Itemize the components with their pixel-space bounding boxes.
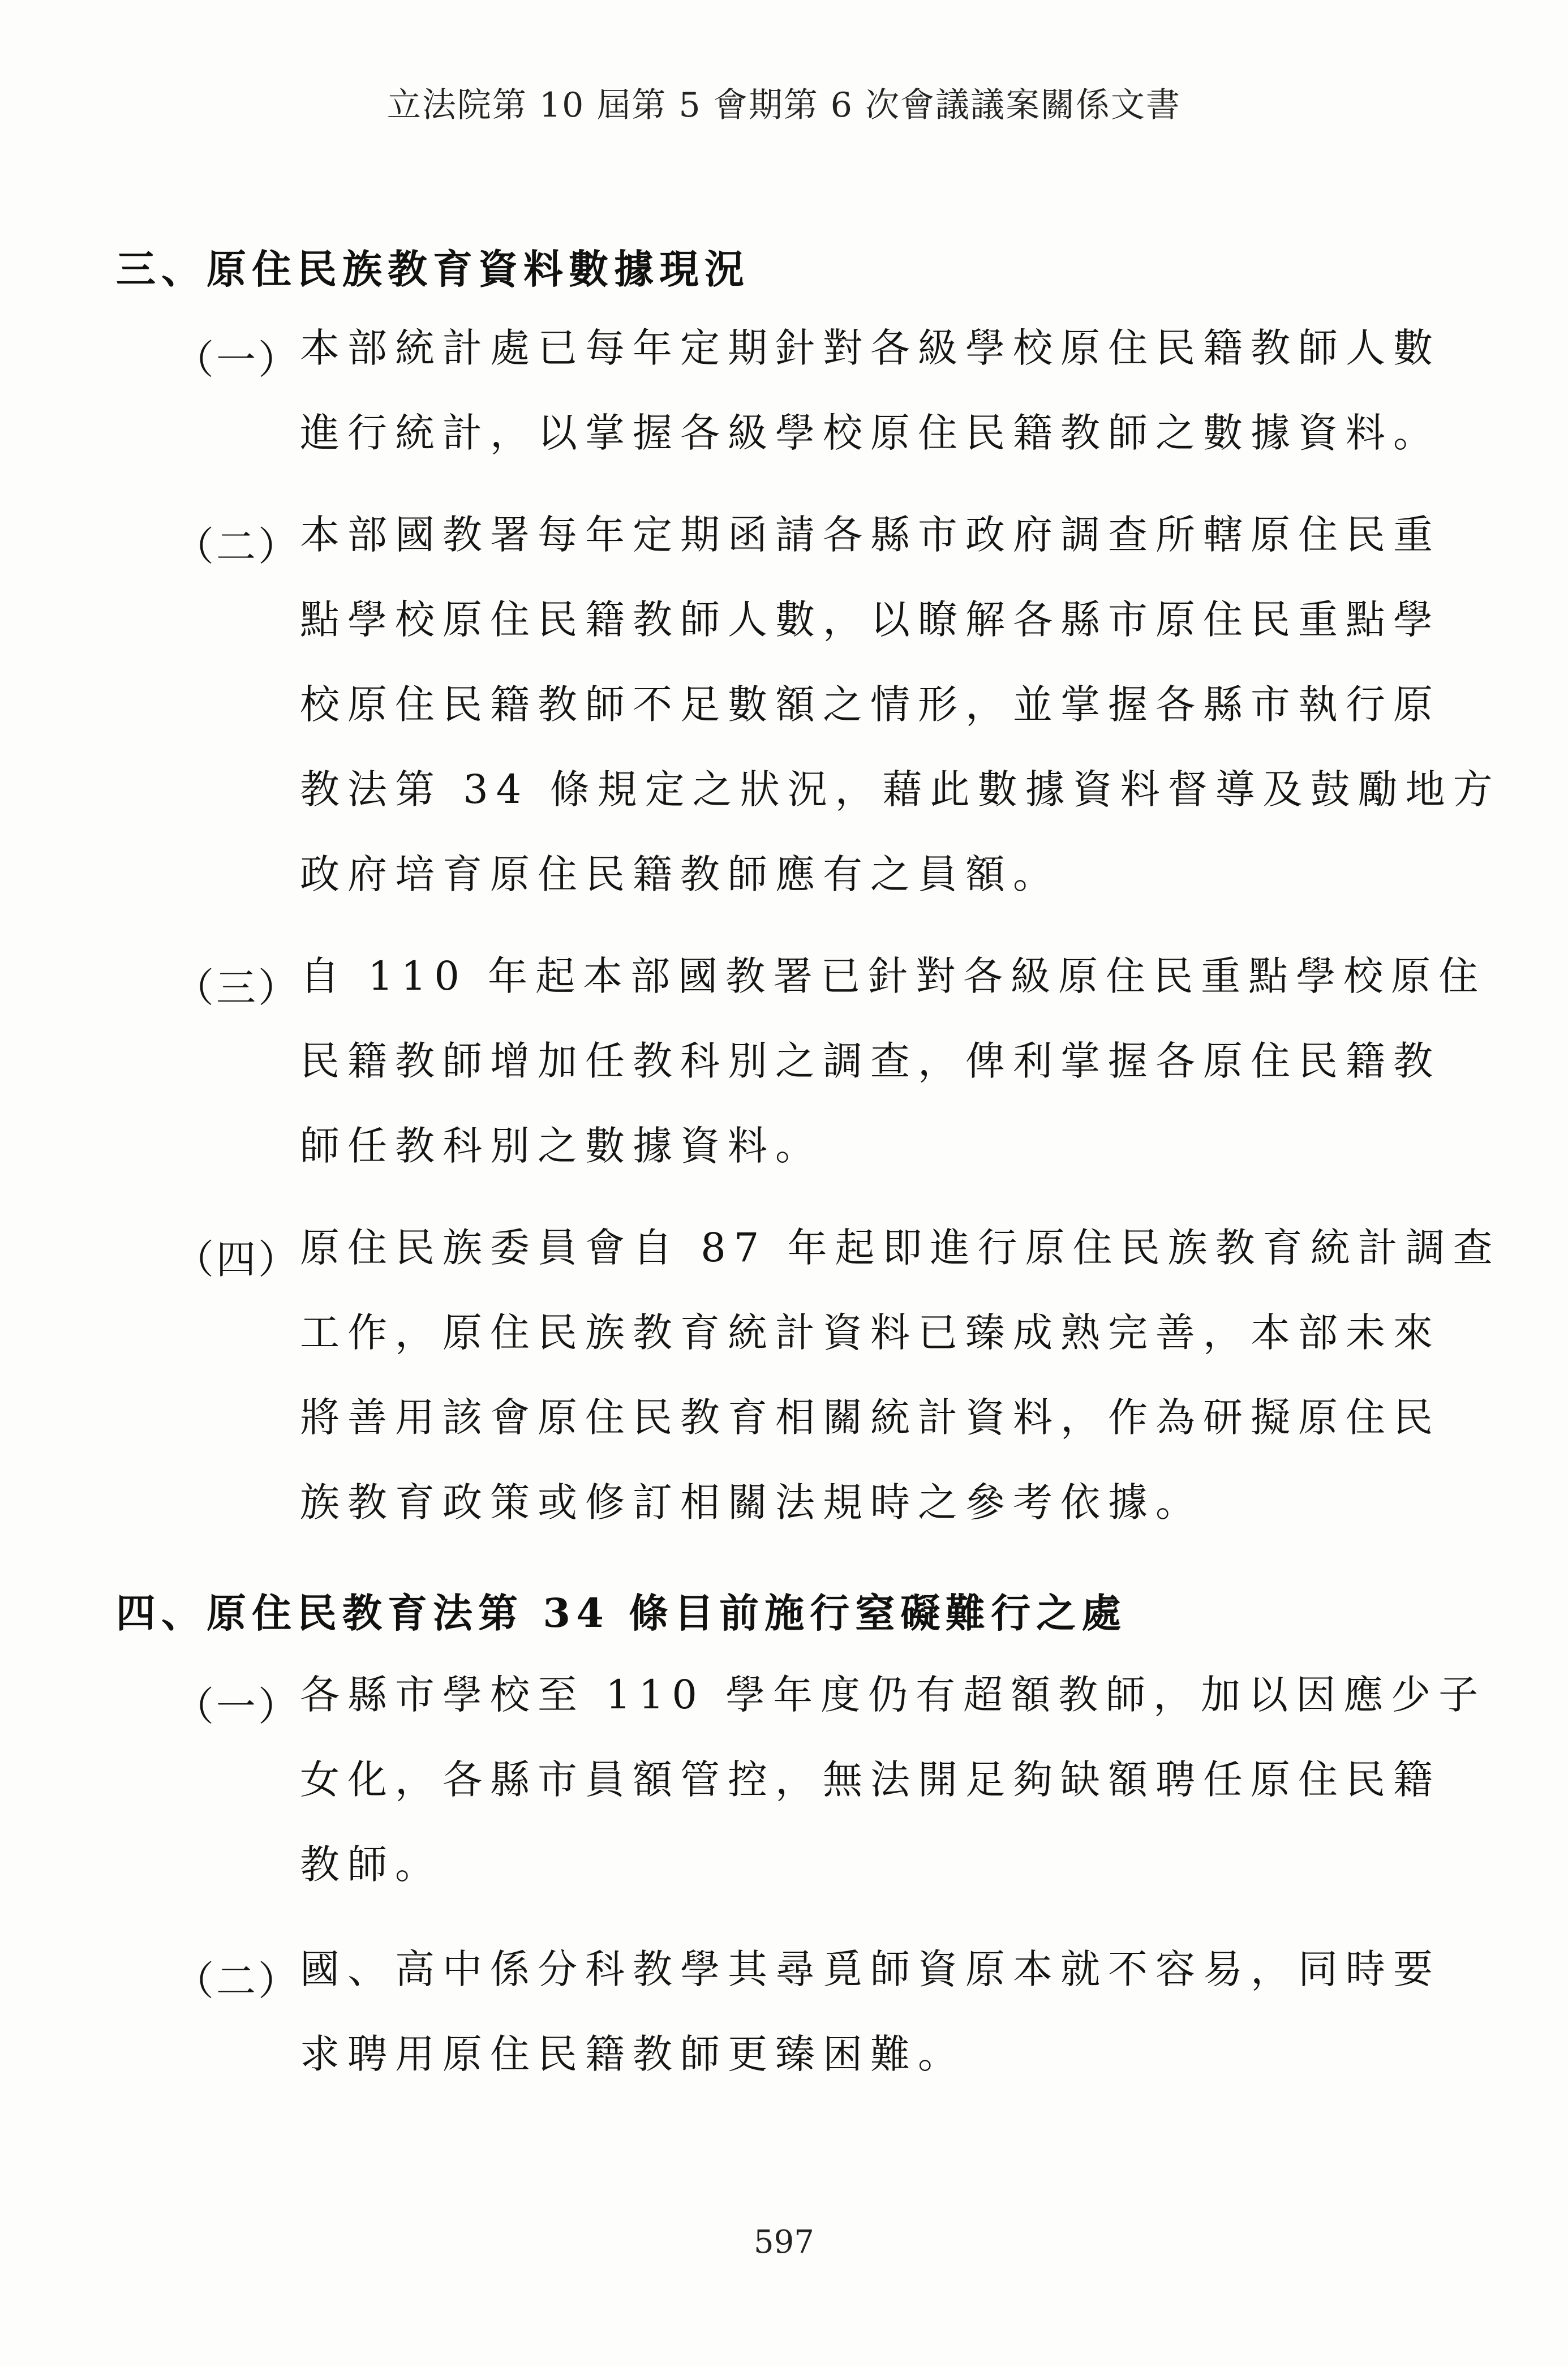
item-text <box>300 512 1501 939</box>
text-line: 族教育政策或修訂相關法規時之參考依據。 <box>300 1479 1203 1526</box>
item-text <box>300 1672 1487 1930</box>
item-marker: （二） <box>174 1958 300 2004</box>
item-marker: （四） <box>174 1236 300 1283</box>
text-line: 民籍教師增加任教科別之調查，俾利掌握各原住民籍教 <box>300 1038 1441 1084</box>
page-header: 立法院第 10 屆第 5 會期第 6 次會議議案關係文書 <box>386 85 1182 125</box>
text-line: 自 110 年起本部國教署已針對各級原住民重點學校原住 <box>300 953 1487 999</box>
item-text <box>300 1225 1501 1567</box>
item-text <box>300 1946 1441 2119</box>
text-line: 工作，原住民族教育統計資料已臻成熟完善，本部未來 <box>300 1309 1441 1356</box>
text-line: 師任教科別之數據資料。 <box>300 1123 823 1169</box>
text-line: 各縣市學校至 110 學年度仍有超額教師，加以因應少子 <box>300 1672 1487 1718</box>
item-marker: （二） <box>174 523 300 570</box>
text-line: 女化，各縣市員額管控，無法開足夠缺額聘任原住民籍 <box>300 1756 1441 1803</box>
text-line: 進行統計，以掌握各級學校原住民籍教師之數據資料。 <box>300 410 1441 456</box>
text-line: 求聘用原住民籍教師更臻困難。 <box>300 2031 965 2077</box>
text-line: 校原住民籍教師不足數額之情形，並掌握各縣市執行原 <box>300 681 1441 728</box>
section-heading-3: 三、原住民族教育資料數據現況 <box>116 246 750 293</box>
text-line: 原住民族委員會自 87 年起即進行原住民族教育統計調查 <box>300 1225 1501 1271</box>
text-line: 點學校原住民籍教師人數，以瞭解各縣市原住民重點學 <box>300 596 1441 643</box>
text-line: 國、高中係分科教學其尋覓師資原本就不容易，同時要 <box>300 1946 1441 1992</box>
item-marker: （三） <box>174 965 300 1011</box>
item-text <box>300 325 1441 498</box>
text-line: 教法第 34 條規定之狀況，藉此數據資料督導及鼓勵地方 <box>300 766 1501 813</box>
item-marker: （一） <box>174 1683 300 1730</box>
text-line: 教師。 <box>300 1841 443 1888</box>
text-line: 將善用該會原住民教育相關統計資料，作為研擬原住民 <box>300 1394 1441 1441</box>
item-marker: （一） <box>174 337 300 383</box>
text-line: 政府培育原住民籍教師應有之員額。 <box>300 851 1060 897</box>
text-line: 本部國教署每年定期函請各縣市政府調查所轄原住民重 <box>300 512 1441 558</box>
text-line: 本部統計處已每年定期針對各級學校原住民籍教師人數 <box>300 325 1441 371</box>
page-number: 597 <box>754 2224 814 2261</box>
section-heading-4: 四、原住民教育法第 34 條目前施行窒礙難行之處 <box>116 1590 1127 1636</box>
item-text <box>300 953 1487 1211</box>
